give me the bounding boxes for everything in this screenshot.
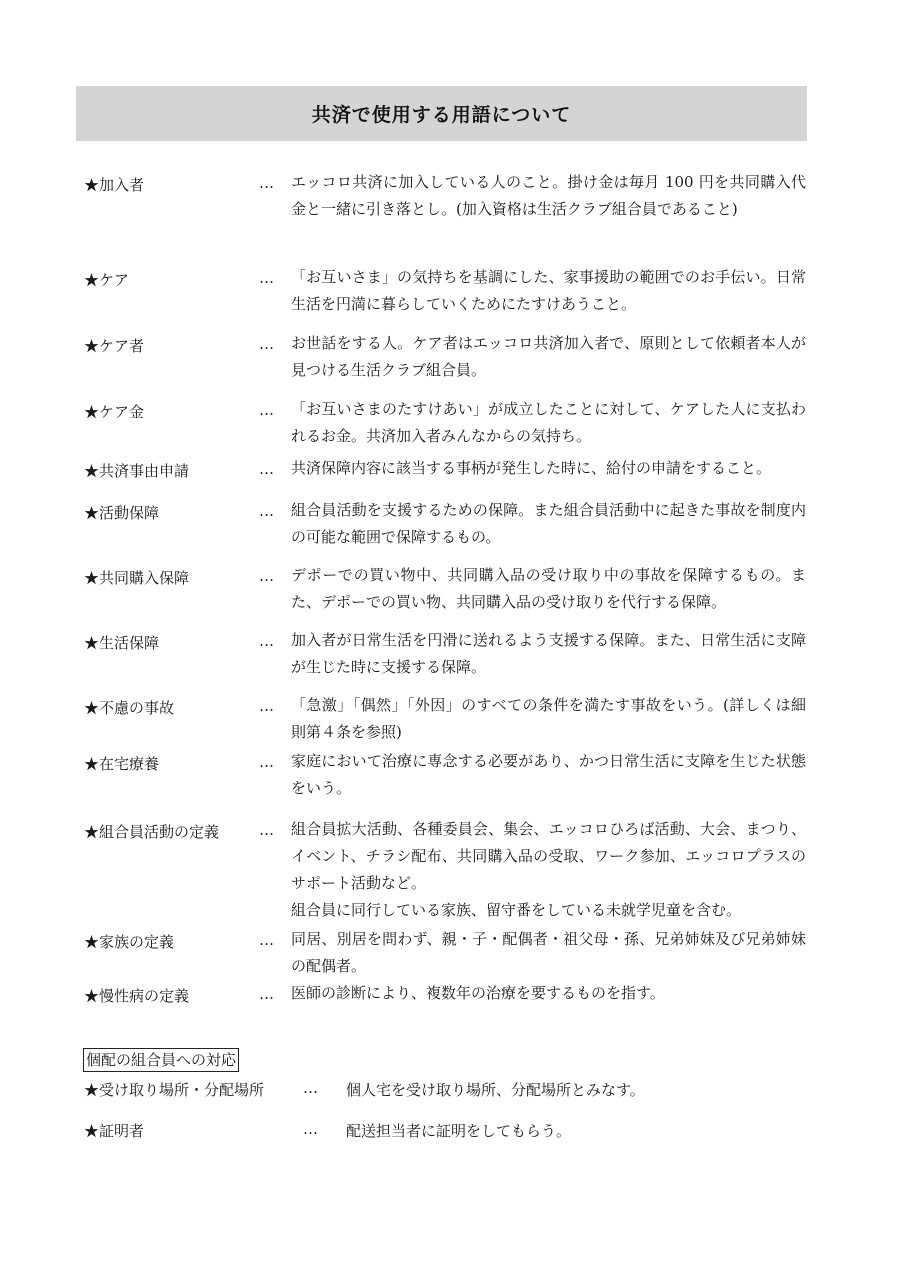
description-line: 同居、別居を問わず、親・子・配偶者・祖父母・孫、兄弟姉妹及び兄弟姉妹の配偶者。 bbox=[291, 930, 806, 975]
term-ellipsis: … bbox=[259, 821, 274, 839]
term-name: ★慢性病の定義 bbox=[84, 987, 190, 1005]
description-line: エッコロ共済に加入している人のこと。掛け金は毎月 100 円を共同購入代金と一緒に引き落とし。(加入資格は生活クラブ組合員であること) bbox=[291, 173, 806, 218]
term-description bbox=[291, 455, 821, 482]
term-description bbox=[291, 169, 806, 223]
term-ellipsis: … bbox=[303, 1120, 318, 1138]
term-description bbox=[291, 627, 806, 681]
term-ellipsis: … bbox=[259, 502, 274, 520]
term-ellipsis: … bbox=[259, 269, 274, 287]
term-description bbox=[291, 264, 806, 318]
term-name: ★加入者 bbox=[84, 176, 145, 194]
term-ellipsis: … bbox=[259, 753, 274, 771]
term-description bbox=[291, 330, 806, 384]
term-description bbox=[291, 497, 806, 551]
term-name: ★ケア者 bbox=[84, 337, 145, 355]
term-name: ★活動保障 bbox=[84, 504, 160, 522]
term-description bbox=[291, 396, 806, 450]
term-name: ★在宅療養 bbox=[84, 755, 160, 773]
description-line: 組合員拡大活動、各種委員会、集会、エッコロひろば活動、大会、まつり、イベント、チラシ配布、共同購入品の受取、ワーク参加、エッコロプラスのサポート活動など。 bbox=[291, 820, 806, 892]
term-ellipsis: … bbox=[303, 1079, 318, 1097]
description-line: 「お互いさまのたすけあい」が成立したことに対して、ケアした人に支払われるお金。共済加入者みんなからの気持ち。 bbox=[291, 400, 806, 445]
description-line: デポーでの買い物中、共同購入品の受け取り中の事故を保障するもの。また、デポーでの買い物、共同購入品の受け取りを代行する保障。 bbox=[291, 566, 806, 611]
term-name: ★共済事由申請 bbox=[84, 462, 190, 480]
description-line: 医師の診断により、複数年の治療を要するものを指す。 bbox=[291, 984, 665, 1002]
term-ellipsis: … bbox=[259, 401, 274, 419]
term-name: ★組合員活動の定義 bbox=[84, 823, 220, 841]
term-description bbox=[291, 748, 806, 802]
term-ellipsis: … bbox=[259, 931, 274, 949]
term-description: 配送担当者に証明をしてもらう。 bbox=[346, 1122, 572, 1140]
description-line: 共済保障内容に該当する事柄が発生した時に、給付の申請をすること。 bbox=[291, 459, 772, 477]
term-name: ★共同購入保障 bbox=[84, 569, 190, 587]
term-name: ★ケア金 bbox=[84, 403, 145, 421]
term-ellipsis: … bbox=[259, 335, 274, 353]
term-description: 個人宅を受け取り場所、分配場所とみなす。 bbox=[346, 1081, 645, 1099]
description-line: お世話をする人。ケア者はエッコロ共済加入者で、原則として依頼者本人が見つける生活クラブ組合員。 bbox=[291, 334, 806, 379]
description-line: 加入者が日常生活を円滑に送れるよう支援する保障。また、日常生活に支障が生じた時に支援する保障。 bbox=[291, 631, 806, 676]
page-title: 共済で使用する用語について bbox=[311, 104, 572, 126]
term-ellipsis: … bbox=[259, 632, 274, 650]
term-ellipsis: … bbox=[259, 174, 274, 192]
description-line: 組合員活動を支援するための保障。また組合員活動中に起きた事故を制度内の可能な範囲で保障するもの。 bbox=[291, 501, 806, 546]
term-name: ★生活保障 bbox=[84, 634, 160, 652]
description-line: 組合員に同行している家族、留守番をしている未就学児童を含む。 bbox=[291, 901, 742, 919]
term-ellipsis: … bbox=[259, 460, 274, 478]
term-ellipsis: … bbox=[259, 567, 274, 585]
term-name: ★受け取り場所・分配場所 bbox=[84, 1081, 265, 1099]
title-bar bbox=[76, 86, 807, 141]
term-name: ★ケア bbox=[84, 271, 130, 289]
term-description bbox=[291, 980, 806, 1007]
description-line: 家庭において治療に専念する必要があり、かつ日常生活に支障を生じた状態をいう。 bbox=[291, 752, 806, 797]
term-ellipsis: … bbox=[259, 697, 274, 715]
term-description bbox=[291, 816, 806, 924]
term-description bbox=[291, 562, 806, 616]
term-description bbox=[291, 926, 806, 980]
description-line: 「お互いさま」の気持ちを基調にした、家事援助の範囲でのお手伝い。日常生活を円満に暮らしていくためにたすけあうこと。 bbox=[291, 268, 806, 313]
term-ellipsis: … bbox=[259, 985, 274, 1003]
term-name: ★不慮の事故 bbox=[84, 699, 175, 717]
description-line: 「急激」「偶然」「外因」のすべての条件を満たす事故をいう。(詳しくは細則第４条を参照) bbox=[291, 696, 806, 741]
section-heading-kohai: 個配の組合員への対応 bbox=[83, 1048, 239, 1072]
term-name: ★証明者 bbox=[84, 1122, 145, 1140]
term-name: ★家族の定義 bbox=[84, 933, 175, 951]
term-description bbox=[291, 692, 806, 746]
